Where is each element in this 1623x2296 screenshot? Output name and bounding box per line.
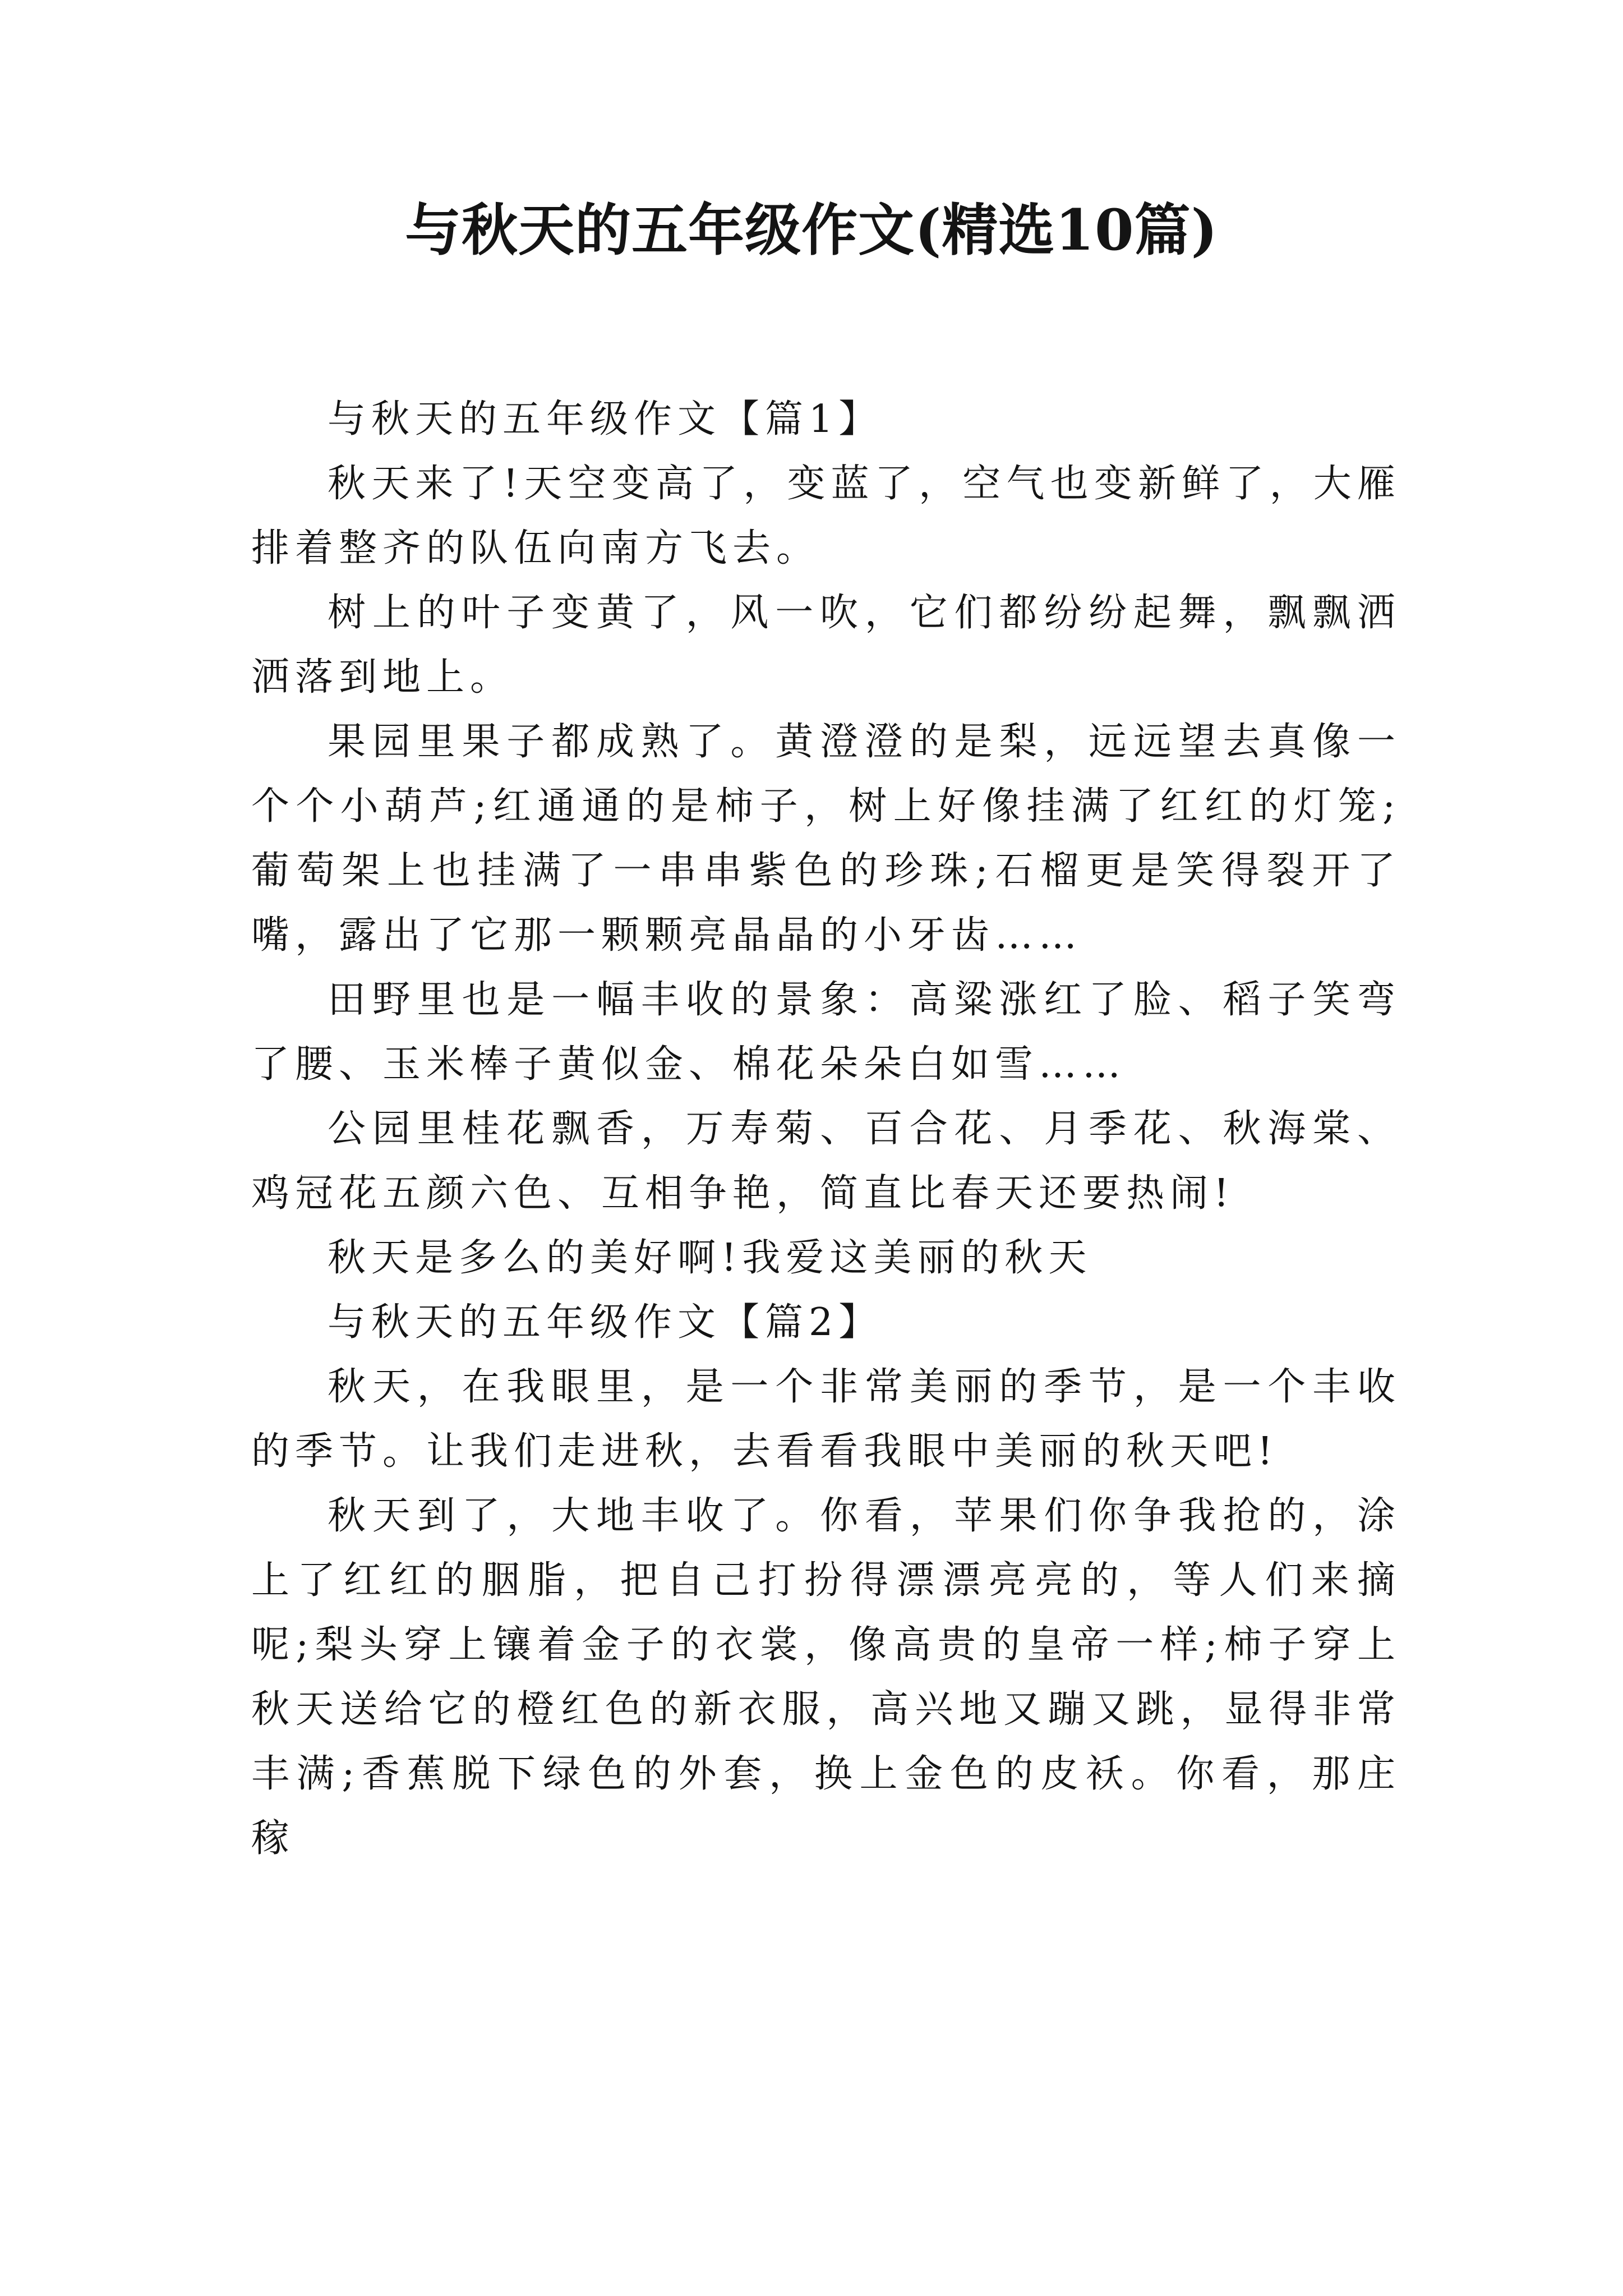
paragraph: 田野里也是一幅丰收的景象：高粱涨红了脸、稻子笑弯了腰、玉米棒子黄似金、棉花朵朵白如雪…… xyxy=(251,978,1401,1087)
document-body xyxy=(251,387,1401,1871)
paragraph: 秋天来了!天空变高了，变蓝了，空气也变新鲜了，大雁排着整齐的队伍向南方飞去。 xyxy=(251,462,1401,570)
paragraph: 果园里果子都成熟了。黄澄澄的是梨，远远望去真像一个个小葫芦;红通通的是柿子，树上好像挂满了红红的灯笼;葡萄架上也挂满了一串串紫色的珍珠;石榴更是笑得裂开了嘴，露出了它那一颗颗亮晶晶的小牙齿…… xyxy=(251,720,1401,958)
section-heading-1: 与秋天的五年级作文【篇1】 xyxy=(328,397,883,441)
paragraph: 公园里桂花飘香，万寿菊、百合花、月季花、秋海棠、鸡冠花五颜六色、互相争艳，简直比春天还要热闹! xyxy=(251,1107,1401,1216)
paragraph: 树上的叶子变黄了，风一吹，它们都纷纷起舞，飘飘洒洒落到地上。 xyxy=(251,591,1401,700)
paragraph: 秋天，在我眼里，是一个非常美丽的季节，是一个丰收的季节。让我们走进秋，去看看我眼中美丽的秋天吧! xyxy=(251,1365,1401,1474)
paragraph: 秋天到了，大地丰收了。你看，苹果们你争我抢的，涂上了红红的胭脂，把自己打扮得漂漂亮亮的，等人们来摘呢;梨头穿上镶着金子的衣裳，像高贵的皇帝一样;柿子穿上秋天送给它的橙红色的新衣服，高兴地又蹦又跳，显得非常丰满;香蕉脱下绿色的外套，换上金色的皮袄。你看，那庄稼 xyxy=(251,1494,1401,1861)
paragraph: 秋天是多么的美好啊!我爱这美丽的秋天 xyxy=(328,1236,1092,1280)
document-title: 与秋天的五年级作文(精选10篇) xyxy=(405,197,1218,263)
section-heading-2: 与秋天的五年级作文【篇2】 xyxy=(328,1300,883,1345)
